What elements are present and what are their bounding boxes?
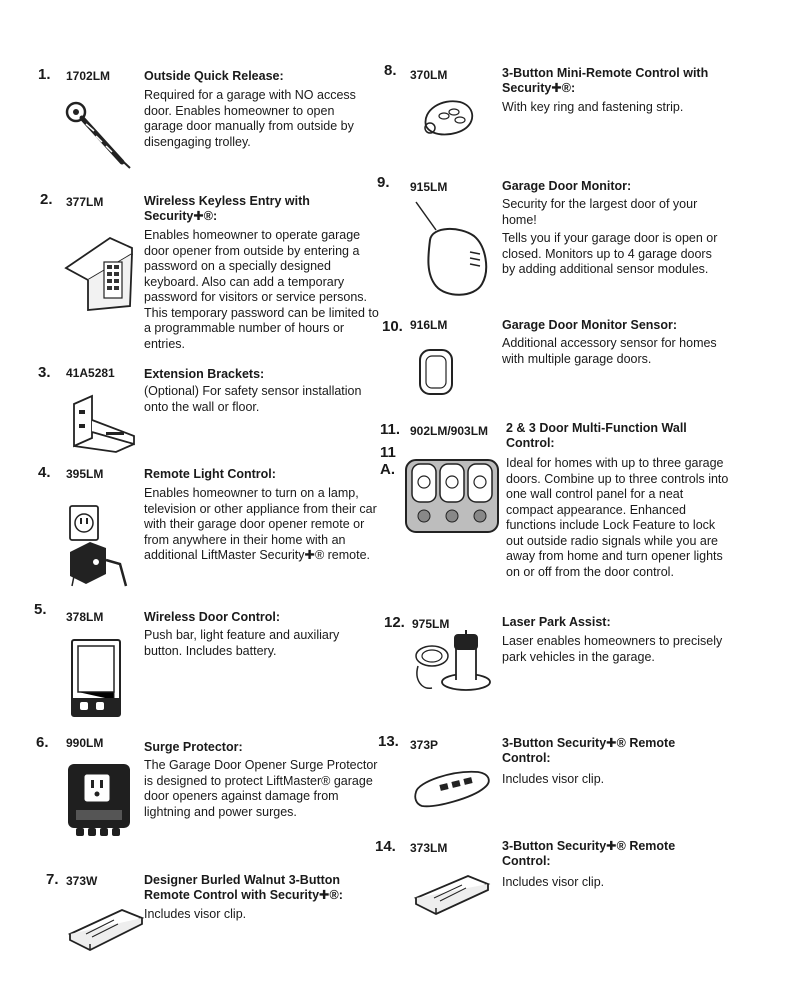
- item-title: Outside Quick Release:: [144, 69, 284, 83]
- item-number: 1.: [38, 66, 51, 83]
- surge-protector-icon: [66, 760, 134, 840]
- item-number: 7.: [46, 871, 59, 888]
- item-number: 10.: [382, 318, 403, 335]
- part-number: 395LM: [66, 467, 104, 481]
- item-title: Wireless Keyless Entry with Security✚®:: [144, 194, 310, 223]
- part-number: 1702LM: [66, 69, 111, 83]
- item-title: Wireless Door Control:: [144, 610, 281, 624]
- part-number: 377LM: [66, 195, 104, 209]
- part-number: 975LM: [412, 617, 450, 631]
- remote-icon: [412, 870, 492, 916]
- item-description: Includes visor clip.: [144, 907, 247, 921]
- monitor-sensor-icon: [414, 346, 458, 398]
- item-title: 3-Button Security✚® Remote Control:: [502, 736, 676, 765]
- item-title: Garage Door Monitor:: [502, 179, 632, 193]
- keypad-icon: [62, 232, 136, 314]
- door-monitor-icon: [412, 200, 490, 300]
- item-number: 5.: [34, 601, 47, 618]
- item-number-alt: 11 A.: [380, 444, 396, 478]
- item-number: 8.: [384, 62, 397, 79]
- item-description: Additional accessory sensor for homes with multiple garage doors.: [502, 336, 717, 366]
- part-number: 378LM: [66, 610, 104, 624]
- part-number: 902LM/903LM: [410, 424, 489, 438]
- part-number: 370LM: [410, 68, 448, 82]
- part-number: 41A5281: [66, 366, 115, 380]
- item-number: 4.: [38, 464, 51, 481]
- item-description: Push bar, light feature and auxiliary button. Includes battery.: [144, 628, 340, 658]
- item-description: (Optional) For safety sensor installation onto the wall or floor.: [144, 384, 362, 414]
- remote-icon: [412, 768, 492, 810]
- item-title: 3-Button Security✚® Remote Control:: [502, 839, 676, 868]
- door-control-icon: [70, 638, 124, 718]
- item-description: Includes visor clip.: [502, 875, 605, 889]
- item-number: 14.: [375, 838, 396, 855]
- item-description: Enables homeowner to operate garage door opener from outside by entering a password on a specially designed keyboard. Also can add a temporary password for visitors or service persons. This temporary password can be limited to a programmable number of hours or entries.: [144, 228, 379, 351]
- item-number: 2.: [40, 191, 53, 208]
- item-description: Ideal for homes with up to three garage doors. Combine up to three controls into one wall control panel for a neat compact appearance. Enhanced functions include Lock Feature to lock out outside radio signals while you are away from home and turn opener lights on or off from the door control.: [506, 456, 729, 579]
- item-number: 13.: [378, 733, 399, 750]
- item-number: 6.: [36, 734, 49, 751]
- item-title: Laser Park Assist:: [502, 615, 611, 629]
- item-description: Security for the largest door of your home! Tells you if your garage door is open or closed. Monitors up to 4 garage doors by adding additional sensor modules.: [502, 197, 718, 276]
- part-number: 373P: [410, 738, 439, 752]
- part-number: 915LM: [410, 180, 448, 194]
- item-number: 11.: [380, 421, 401, 438]
- item-number: 3.: [38, 364, 51, 381]
- part-number: 990LM: [66, 736, 104, 750]
- light-control-icon: [66, 502, 132, 588]
- item-description: Includes visor clip.: [502, 772, 605, 786]
- part-number: 916LM: [410, 318, 448, 332]
- item-title: Remote Light Control:: [144, 467, 276, 481]
- item-description: Enables homeowner to turn on a lamp, television or other appliance from their car with their garage door opener remote or from anywhere in their home with an additional LiftMaster Security✚® remote.: [144, 486, 377, 562]
- item-title: Extension Brackets:: [144, 367, 265, 381]
- walnut-remote-icon: [66, 904, 144, 952]
- part-number: 373LM: [410, 841, 448, 855]
- part-number: 373W: [66, 874, 98, 888]
- item-title: Surge Protector:: [144, 740, 243, 754]
- item-title: Designer Burled Walnut 3-Button Remote Control with Security✚®:: [144, 873, 343, 902]
- item-description: Required for a garage with NO access door. Enables homeowner to open garage door manually from outside by disengaging trolley.: [144, 88, 356, 149]
- item-number: 12.: [384, 614, 405, 631]
- item-description: With key ring and fastening strip.: [502, 100, 684, 114]
- bracket-icon: [66, 392, 140, 456]
- item-title: Garage Door Monitor Sensor:: [502, 318, 678, 332]
- quick-release-icon: [64, 100, 134, 172]
- item-description: Laser enables homeowners to precisely park vehicles in the garage.: [502, 634, 723, 664]
- item-number: 9.: [377, 174, 390, 191]
- item-title: 2 & 3 Door Multi-Function Wall Control:: [506, 421, 687, 450]
- mini-remote-icon: [420, 96, 476, 138]
- item-title: 3-Button Mini-Remote Control with Security✚®:: [502, 66, 709, 95]
- laser-park-icon: [410, 626, 492, 694]
- multi-wall-control-icon: [404, 458, 500, 534]
- item-description: The Garage Door Opener Surge Protector is designed to protect LiftMaster® garage door openers against damage from lightning and power surges.: [144, 758, 378, 819]
